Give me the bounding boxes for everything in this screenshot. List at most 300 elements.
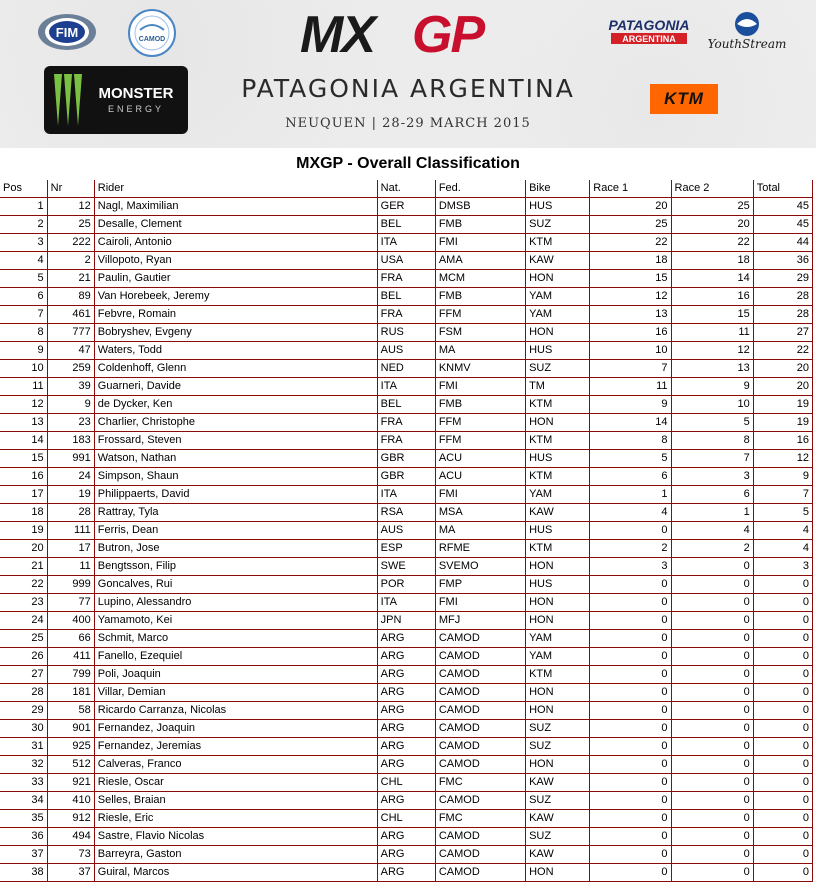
cell-pos: 21 — [0, 558, 47, 576]
cell-nat: ESP — [377, 540, 435, 558]
cell-nat: ARG — [377, 864, 435, 882]
cell-pos: 15 — [0, 450, 47, 468]
cell-race2: 25 — [671, 198, 753, 216]
cell-race1: 0 — [590, 738, 671, 756]
cell-nat: USA — [377, 252, 435, 270]
cell-race1: 0 — [590, 720, 671, 738]
ktm-logo — [650, 84, 718, 114]
table-row — [0, 630, 813, 648]
cell-bike: SUZ — [526, 216, 590, 234]
cell-nr: 11 — [47, 558, 94, 576]
cell-fed: MA — [435, 342, 525, 360]
cell-race1: 0 — [590, 792, 671, 810]
patagonia-argentina-logo — [607, 14, 691, 48]
cell-race2: 2 — [671, 540, 753, 558]
table-row — [0, 288, 813, 306]
cell-pos: 38 — [0, 864, 47, 882]
cell-bike: HON — [526, 594, 590, 612]
cell-nat: ARG — [377, 630, 435, 648]
cell-pos: 25 — [0, 630, 47, 648]
cell-pos: 8 — [0, 324, 47, 342]
cell-pos: 30 — [0, 720, 47, 738]
cell-fed: FMC — [435, 774, 525, 792]
cell-bike: HUS — [526, 198, 590, 216]
cell-race1: 0 — [590, 756, 671, 774]
cell-rider: Goncalves, Rui — [94, 576, 377, 594]
cell-race1: 9 — [590, 396, 671, 414]
table-row — [0, 324, 813, 342]
cell-rider: Paulin, Gautier — [94, 270, 377, 288]
cell-rider: Ricardo Carranza, Nicolas — [94, 702, 377, 720]
cell-race2: 20 — [671, 216, 753, 234]
cell-rider: Rattray, Tyla — [94, 504, 377, 522]
cell-pos: 9 — [0, 342, 47, 360]
cell-pos: 32 — [0, 756, 47, 774]
table-row — [0, 486, 813, 504]
cell-race1: 13 — [590, 306, 671, 324]
cell-fed: FMI — [435, 486, 525, 504]
cell-nr: 111 — [47, 522, 94, 540]
cell-fed: FMB — [435, 288, 525, 306]
cell-total: 0 — [753, 792, 812, 810]
cell-bike: HUS — [526, 522, 590, 540]
cell-total: 0 — [753, 612, 812, 630]
cell-race1: 0 — [590, 684, 671, 702]
cell-nat: ARG — [377, 756, 435, 774]
cell-rider: Van Horebeek, Jeremy — [94, 288, 377, 306]
cell-nr: 411 — [47, 648, 94, 666]
cell-race2: 8 — [671, 432, 753, 450]
cell-pos: 36 — [0, 828, 47, 846]
cell-nat: BEL — [377, 216, 435, 234]
cell-race1: 0 — [590, 648, 671, 666]
cell-total: 0 — [753, 828, 812, 846]
mxgp-logo — [300, 6, 516, 58]
cell-fed: CAMOD — [435, 738, 525, 756]
cell-race2: 0 — [671, 630, 753, 648]
cell-race2: 0 — [671, 720, 753, 738]
cell-pos: 6 — [0, 288, 47, 306]
cell-bike: KTM — [526, 432, 590, 450]
table-row — [0, 522, 813, 540]
cell-bike: HON — [526, 612, 590, 630]
cell-nat: RUS — [377, 324, 435, 342]
table-row — [0, 234, 813, 252]
cell-fed: KNMV — [435, 360, 525, 378]
monster-logo-text: MONSTER — [98, 85, 174, 102]
table-row — [0, 306, 813, 324]
cell-race2: 22 — [671, 234, 753, 252]
column-header-rider: Rider — [94, 180, 377, 198]
cell-pos: 5 — [0, 270, 47, 288]
cell-nat: AUS — [377, 522, 435, 540]
cell-nr: 39 — [47, 378, 94, 396]
cell-total: 4 — [753, 540, 812, 558]
cell-race2: 0 — [671, 774, 753, 792]
cell-race1: 2 — [590, 540, 671, 558]
cell-race1: 12 — [590, 288, 671, 306]
cell-rider: Coldenhoff, Glenn — [94, 360, 377, 378]
cell-nat: RSA — [377, 504, 435, 522]
fim-logo — [36, 12, 98, 52]
cell-nr: 461 — [47, 306, 94, 324]
cell-race2: 0 — [671, 828, 753, 846]
svg-text:MX: MX — [300, 6, 374, 58]
cell-pos: 27 — [0, 666, 47, 684]
cell-nat: NED — [377, 360, 435, 378]
cell-total: 36 — [753, 252, 812, 270]
cell-race2: 0 — [671, 612, 753, 630]
cell-race1: 5 — [590, 450, 671, 468]
cell-race2: 7 — [671, 450, 753, 468]
cell-rider: Sastre, Flavio Nicolas — [94, 828, 377, 846]
cell-race2: 0 — [671, 684, 753, 702]
cell-nat: ARG — [377, 828, 435, 846]
cell-race1: 10 — [590, 342, 671, 360]
cell-race1: 0 — [590, 810, 671, 828]
cell-bike: KAW — [526, 810, 590, 828]
cell-fed: DMSB — [435, 198, 525, 216]
cell-rider: Cairoli, Antonio — [94, 234, 377, 252]
cell-pos: 3 — [0, 234, 47, 252]
cell-total: 27 — [753, 324, 812, 342]
cell-fed: CAMOD — [435, 720, 525, 738]
cell-pos: 11 — [0, 378, 47, 396]
cell-total: 9 — [753, 468, 812, 486]
cell-nr: 24 — [47, 468, 94, 486]
cell-rider: Poli, Joaquin — [94, 666, 377, 684]
table-row — [0, 576, 813, 594]
cell-fed: FMI — [435, 378, 525, 396]
cell-bike: HON — [526, 684, 590, 702]
cell-fed: FSM — [435, 324, 525, 342]
cell-rider: Nagl, Maximilian — [94, 198, 377, 216]
cell-nr: 12 — [47, 198, 94, 216]
column-header-total: Total — [753, 180, 812, 198]
cell-nr: 66 — [47, 630, 94, 648]
table-row — [0, 342, 813, 360]
cell-race2: 6 — [671, 486, 753, 504]
cell-race2: 0 — [671, 648, 753, 666]
table-row — [0, 396, 813, 414]
cell-bike: HUS — [526, 576, 590, 594]
cell-nr: 991 — [47, 450, 94, 468]
cell-pos: 17 — [0, 486, 47, 504]
cell-nr: 25 — [47, 216, 94, 234]
classification-title: MXGP - Overall Classification — [296, 155, 520, 172]
table-row — [0, 810, 813, 828]
cell-nr: 777 — [47, 324, 94, 342]
cell-nr: 799 — [47, 666, 94, 684]
cell-bike: KTM — [526, 396, 590, 414]
column-header-bike: Bike — [526, 180, 590, 198]
cell-rider: Lupino, Alessandro — [94, 594, 377, 612]
table-row — [0, 864, 813, 882]
cell-nr: 921 — [47, 774, 94, 792]
cell-race2: 0 — [671, 792, 753, 810]
cell-rider: Guarneri, Davide — [94, 378, 377, 396]
cell-nr: 222 — [47, 234, 94, 252]
cell-fed: RFME — [435, 540, 525, 558]
monster-energy-logo — [44, 66, 188, 134]
cell-race2: 0 — [671, 864, 753, 882]
cell-race2: 0 — [671, 576, 753, 594]
cell-pos: 7 — [0, 306, 47, 324]
table-row — [0, 432, 813, 450]
cell-rider: Selles, Braian — [94, 792, 377, 810]
cell-pos: 20 — [0, 540, 47, 558]
cell-nat: ITA — [377, 594, 435, 612]
cell-race2: 0 — [671, 738, 753, 756]
table-row — [0, 738, 813, 756]
cell-bike: HON — [526, 558, 590, 576]
cell-bike: TM — [526, 378, 590, 396]
cell-bike: HUS — [526, 450, 590, 468]
table-row — [0, 540, 813, 558]
table-row — [0, 648, 813, 666]
cell-total: 0 — [753, 684, 812, 702]
table-row — [0, 702, 813, 720]
cell-rider: Barreyra, Gaston — [94, 846, 377, 864]
cell-bike: SUZ — [526, 738, 590, 756]
cell-fed: MA — [435, 522, 525, 540]
cell-nat: ITA — [377, 486, 435, 504]
cell-bike: KTM — [526, 234, 590, 252]
cell-race1: 0 — [590, 594, 671, 612]
cell-fed: CAMOD — [435, 666, 525, 684]
cell-pos: 13 — [0, 414, 47, 432]
camod-logo-text: CAMOD — [138, 36, 166, 43]
cell-race2: 10 — [671, 396, 753, 414]
table-row — [0, 684, 813, 702]
cell-race1: 6 — [590, 468, 671, 486]
cell-nat: GBR — [377, 468, 435, 486]
cell-nr: 77 — [47, 594, 94, 612]
cell-nat: CHL — [377, 810, 435, 828]
svg-text:GP: GP — [412, 6, 484, 58]
cell-pos: 1 — [0, 198, 47, 216]
cell-total: 0 — [753, 810, 812, 828]
column-header-fed: Fed. — [435, 180, 525, 198]
cell-pos: 22 — [0, 576, 47, 594]
cell-nr: 901 — [47, 720, 94, 738]
cell-pos: 2 — [0, 216, 47, 234]
cell-fed: CAMOD — [435, 846, 525, 864]
cell-rider: Fernandez, Jeremias — [94, 738, 377, 756]
cell-race1: 0 — [590, 774, 671, 792]
cell-race2: 0 — [671, 558, 753, 576]
cell-bike: KTM — [526, 540, 590, 558]
cell-total: 4 — [753, 522, 812, 540]
cell-rider: Waters, Todd — [94, 342, 377, 360]
cell-race2: 0 — [671, 666, 753, 684]
event-subtitle: NEUQUEN | 28-29 MARCH 2015 — [285, 116, 531, 131]
cell-nr: 2 — [47, 252, 94, 270]
cell-nat: GBR — [377, 450, 435, 468]
cell-race2: 13 — [671, 360, 753, 378]
cell-pos: 10 — [0, 360, 47, 378]
cell-rider: Villopoto, Ryan — [94, 252, 377, 270]
cell-rider: Bengtsson, Filip — [94, 558, 377, 576]
cell-total: 0 — [753, 648, 812, 666]
cell-nr: 410 — [47, 792, 94, 810]
cell-total: 0 — [753, 594, 812, 612]
cell-nat: ARG — [377, 648, 435, 666]
cell-nr: 28 — [47, 504, 94, 522]
cell-race1: 0 — [590, 846, 671, 864]
cell-race1: 4 — [590, 504, 671, 522]
cell-rider: de Dycker, Ken — [94, 396, 377, 414]
cell-rider: Schmit, Marco — [94, 630, 377, 648]
fim-logo-text: FIM — [55, 25, 79, 40]
cell-race2: 16 — [671, 288, 753, 306]
cell-fed: MCM — [435, 270, 525, 288]
cell-nr: 73 — [47, 846, 94, 864]
cell-rider: Villar, Demian — [94, 684, 377, 702]
cell-bike: HUS — [526, 342, 590, 360]
cell-race1: 0 — [590, 630, 671, 648]
monster-logo-subtext: ENERGY — [107, 104, 165, 114]
cell-pos: 26 — [0, 648, 47, 666]
cell-bike: KAW — [526, 504, 590, 522]
cell-fed: CAMOD — [435, 684, 525, 702]
cell-total: 28 — [753, 288, 812, 306]
cell-nat: ARG — [377, 792, 435, 810]
cell-race1: 1 — [590, 486, 671, 504]
cell-race1: 3 — [590, 558, 671, 576]
cell-pos: 34 — [0, 792, 47, 810]
cell-race1: 0 — [590, 522, 671, 540]
table-row — [0, 612, 813, 630]
cell-fed: FMB — [435, 216, 525, 234]
cell-fed: FFM — [435, 432, 525, 450]
cell-fed: MFJ — [435, 612, 525, 630]
cell-rider: Fanello, Ezequiel — [94, 648, 377, 666]
cell-rider: Desalle, Clement — [94, 216, 377, 234]
table-row — [0, 198, 813, 216]
cell-pos: 12 — [0, 396, 47, 414]
cell-race1: 14 — [590, 414, 671, 432]
cell-nr: 400 — [47, 612, 94, 630]
cell-bike: SUZ — [526, 720, 590, 738]
cell-total: 0 — [753, 720, 812, 738]
cell-fed: CAMOD — [435, 630, 525, 648]
cell-nat: CHL — [377, 774, 435, 792]
cell-total: 28 — [753, 306, 812, 324]
cell-pos: 28 — [0, 684, 47, 702]
cell-race1: 0 — [590, 612, 671, 630]
cell-nat: SWE — [377, 558, 435, 576]
cell-nat: ARG — [377, 684, 435, 702]
table-row — [0, 558, 813, 576]
patagonia-logo-subtext: ARGENTINA — [622, 34, 676, 44]
table-row — [0, 828, 813, 846]
cell-race2: 15 — [671, 306, 753, 324]
table-row — [0, 216, 813, 234]
cell-race2: 5 — [671, 414, 753, 432]
cell-total: 44 — [753, 234, 812, 252]
cell-rider: Fernandez, Joaquin — [94, 720, 377, 738]
cell-bike: HON — [526, 864, 590, 882]
cell-nr: 259 — [47, 360, 94, 378]
cell-nr: 912 — [47, 810, 94, 828]
cell-pos: 37 — [0, 846, 47, 864]
cell-rider: Philippaerts, David — [94, 486, 377, 504]
cell-nat: POR — [377, 576, 435, 594]
cell-rider: Watson, Nathan — [94, 450, 377, 468]
cell-nat: ARG — [377, 702, 435, 720]
table-header-row — [0, 180, 813, 198]
cell-total: 29 — [753, 270, 812, 288]
cell-race2: 0 — [671, 810, 753, 828]
table-row — [0, 720, 813, 738]
cell-nat: FRA — [377, 432, 435, 450]
cell-race2: 14 — [671, 270, 753, 288]
cell-nat: BEL — [377, 396, 435, 414]
table-row — [0, 792, 813, 810]
cell-total: 0 — [753, 630, 812, 648]
cell-nr: 89 — [47, 288, 94, 306]
cell-bike: YAM — [526, 306, 590, 324]
camod-logo — [126, 8, 178, 58]
cell-nat: BEL — [377, 288, 435, 306]
cell-race1: 16 — [590, 324, 671, 342]
cell-race1: 0 — [590, 576, 671, 594]
column-header-nat: Nat. — [377, 180, 435, 198]
cell-total: 45 — [753, 216, 812, 234]
cell-bike: SUZ — [526, 360, 590, 378]
cell-total: 0 — [753, 774, 812, 792]
cell-rider: Guiral, Marcos — [94, 864, 377, 882]
cell-bike: YAM — [526, 630, 590, 648]
cell-nr: 19 — [47, 486, 94, 504]
cell-race2: 11 — [671, 324, 753, 342]
table-row — [0, 666, 813, 684]
cell-fed: CAMOD — [435, 756, 525, 774]
cell-pos: 4 — [0, 252, 47, 270]
cell-race2: 18 — [671, 252, 753, 270]
cell-bike: KTM — [526, 468, 590, 486]
cell-rider: Riesle, Eric — [94, 810, 377, 828]
cell-nat: FRA — [377, 306, 435, 324]
cell-race2: 9 — [671, 378, 753, 396]
cell-nat: ITA — [377, 234, 435, 252]
cell-total: 22 — [753, 342, 812, 360]
column-header-pos: Pos — [0, 180, 47, 198]
cell-nr: 9 — [47, 396, 94, 414]
cell-race1: 0 — [590, 666, 671, 684]
cell-nr: 494 — [47, 828, 94, 846]
cell-rider: Febvre, Romain — [94, 306, 377, 324]
cell-pos: 24 — [0, 612, 47, 630]
table-row — [0, 756, 813, 774]
cell-nat: ARG — [377, 666, 435, 684]
cell-bike: HON — [526, 702, 590, 720]
cell-total: 3 — [753, 558, 812, 576]
cell-bike: HON — [526, 270, 590, 288]
results-body — [0, 198, 813, 882]
column-header-race2: Race 2 — [671, 180, 753, 198]
cell-fed: FFM — [435, 306, 525, 324]
cell-nat: ARG — [377, 720, 435, 738]
column-header-nr: Nr — [47, 180, 94, 198]
cell-rider: Ferris, Dean — [94, 522, 377, 540]
table-row — [0, 468, 813, 486]
cell-rider: Charlier, Christophe — [94, 414, 377, 432]
cell-bike: YAM — [526, 288, 590, 306]
cell-nat: FRA — [377, 414, 435, 432]
cell-total: 0 — [753, 864, 812, 882]
